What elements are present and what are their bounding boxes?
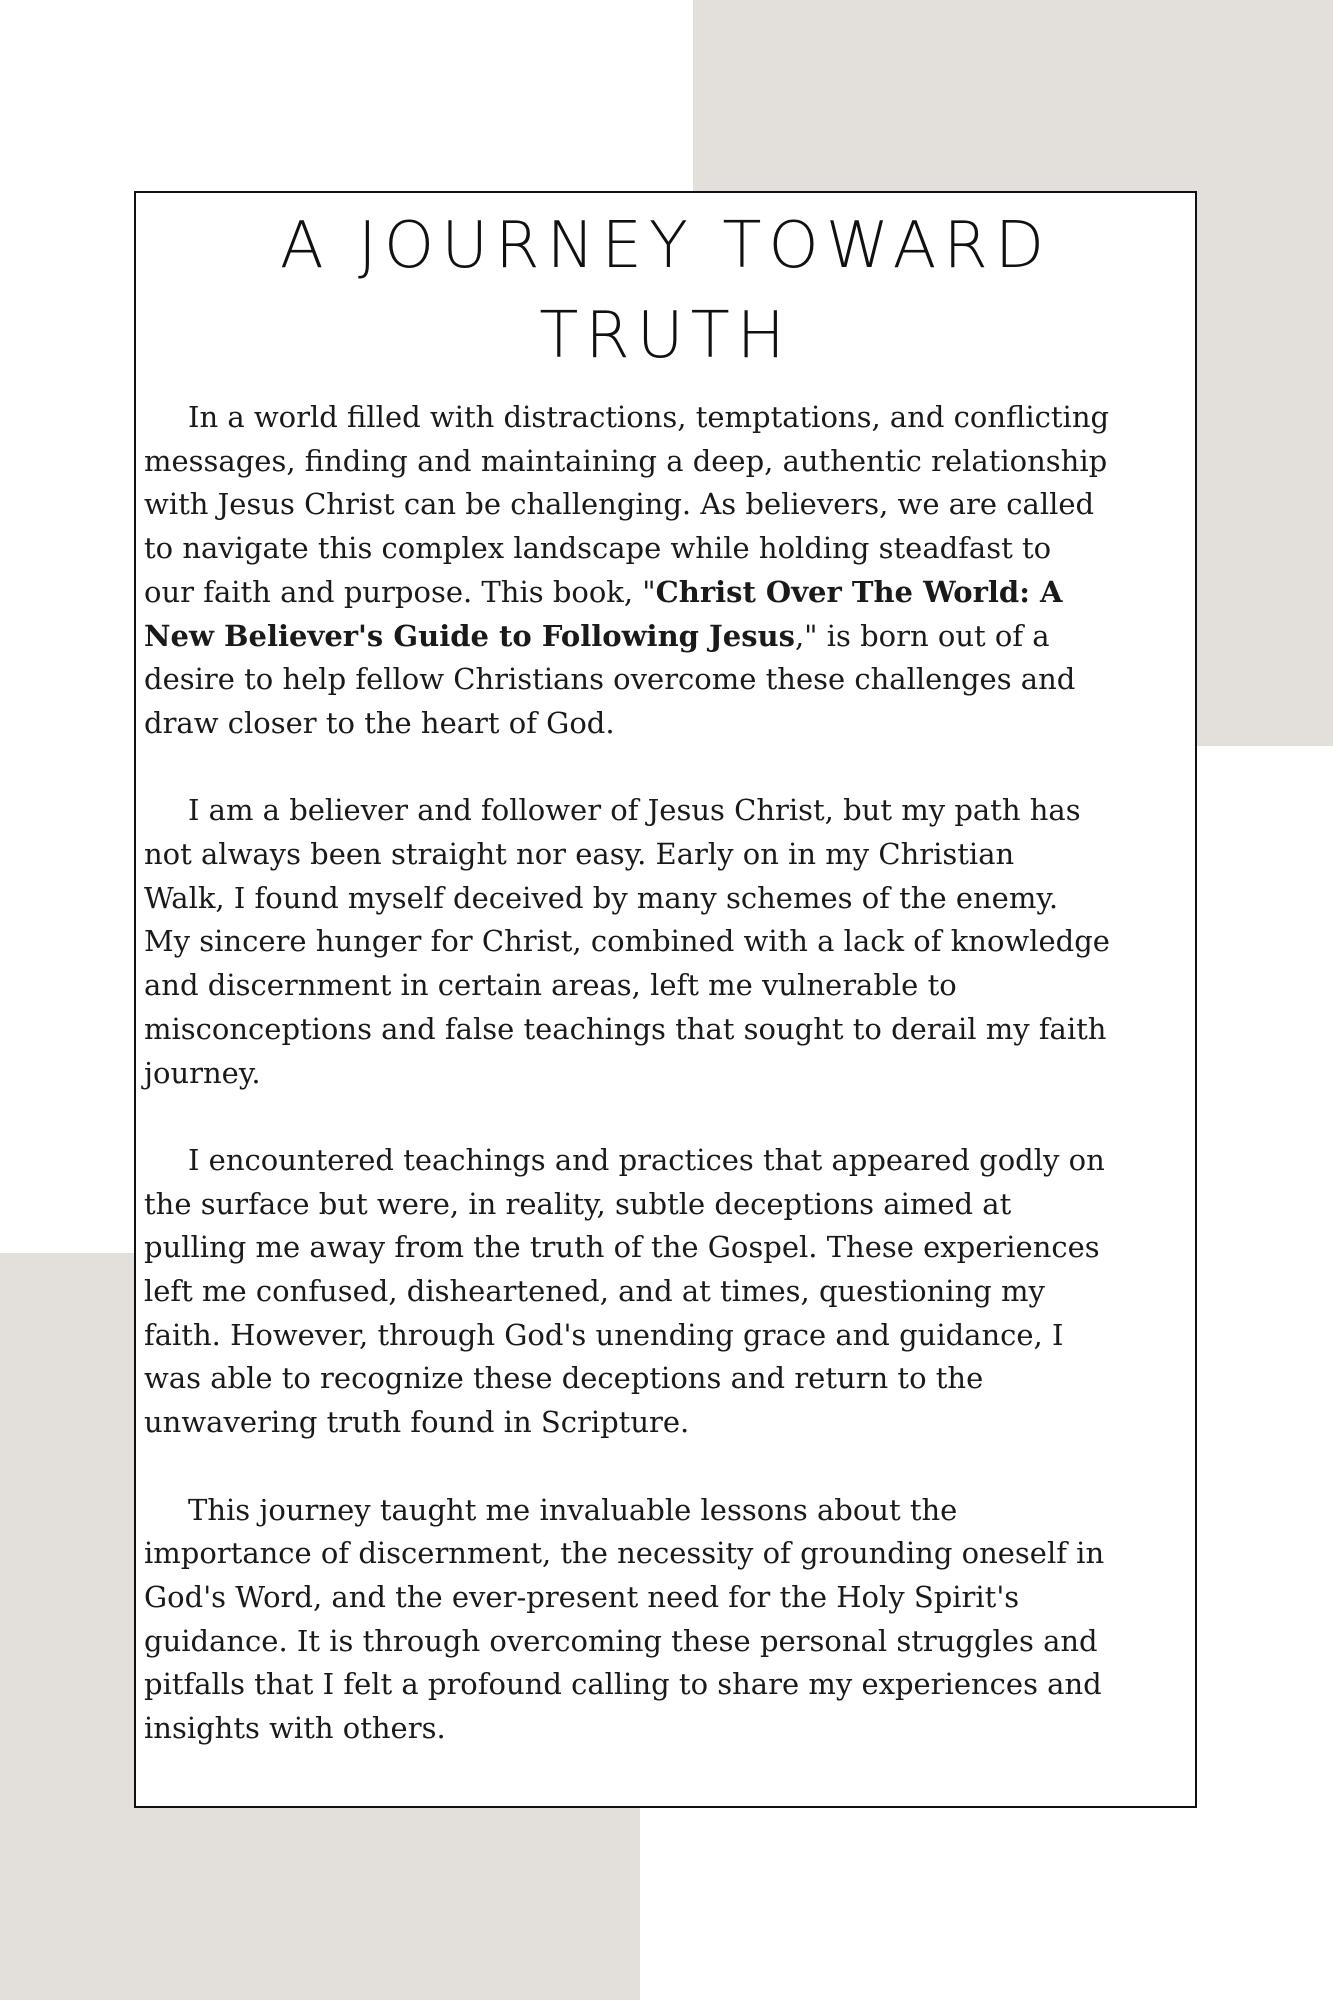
title-line: A JOURNEY TOWARD [279, 209, 1052, 283]
text-line: not always been straight nor easy. Early on in my Christian [144, 837, 1015, 872]
text-line: misconceptions and false teachings that sought to derail my faith [144, 1011, 1107, 1046]
text-line: guidance. It is through overcoming these personal struggles and [144, 1623, 1098, 1658]
text-line: journey. [144, 1055, 261, 1090]
text-segment: our faith and purpose. This book, " [144, 574, 656, 609]
text-line: pitfalls that I felt a profound calling to share my experiences and [144, 1667, 1102, 1702]
text-line: desire to help fellow Christians overcome these challenges and [144, 662, 1076, 697]
text-line: importance of discernment, the necessity of grounding oneself in [144, 1536, 1105, 1571]
text-line: to navigate this complex landscape while holding steadfast to [144, 531, 1052, 566]
text-line [144, 615, 1194, 659]
text-line: I am a believer and follower of Jesus Christ, but my path has [188, 793, 1081, 828]
paragraph [144, 1139, 1194, 1445]
text-line: and discernment in certain areas, left me vulnerable to [144, 968, 957, 1003]
title-line: TRUTH [539, 299, 792, 373]
text-line: faith. However, through God's unending grace and guidance, I [144, 1317, 1064, 1352]
text-card [134, 191, 1197, 1808]
text-line: unwavering truth found in Scripture. [144, 1405, 690, 1440]
book-title-segment: Christ Over The World: A [655, 574, 1063, 609]
text-line: the surface but were, in reality, subtle deceptions aimed at [144, 1186, 1012, 1221]
text-line: with Jesus Christ can be challenging. As believers, we are called [144, 487, 1095, 522]
text-line: This journey taught me invaluable lessons about the [188, 1492, 958, 1527]
text-line: draw closer to the heart of God. [144, 705, 615, 740]
text-line: was able to recognize these deceptions and return to the [144, 1361, 984, 1396]
text-line [144, 571, 1194, 615]
text-line: insights with others. [144, 1711, 446, 1746]
text-line: I encountered teachings and practices that appeared godly on [188, 1142, 1105, 1177]
text-line: messages, finding and maintaining a deep, authentic relationship [144, 443, 1108, 478]
book-title-segment: New Believer's Guide to Following Jesus [144, 618, 795, 653]
paragraph [144, 396, 1194, 746]
paragraph [144, 1489, 1194, 1751]
text-line: In a world filled with distractions, temptations, and conflicting [188, 400, 1110, 434]
text-line: pulling me away from the truth of the Gospel. These experiences [144, 1230, 1100, 1265]
page-title [136, 201, 1195, 381]
text-segment: ," is born out of a [794, 618, 1050, 653]
body-text [144, 396, 1194, 1794]
text-line: My sincere hunger for Christ, combined with a lack of knowledge [144, 924, 1110, 959]
paragraph [144, 789, 1194, 1095]
text-line: God's Word, and the ever-present need for the Holy Spirit's [144, 1579, 1020, 1614]
text-line: Walk, I found myself deceived by many schemes of the enemy. [144, 880, 1059, 915]
text-line: left me confused, disheartened, and at times, questioning my [144, 1274, 1045, 1309]
